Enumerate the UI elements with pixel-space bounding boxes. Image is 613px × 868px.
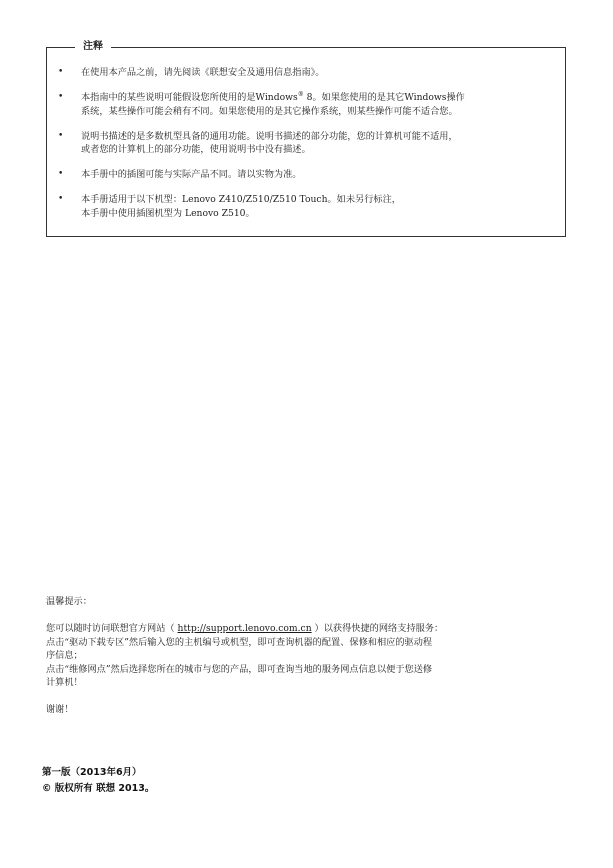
tips-visit-line: 您可以随时访问联想官方网站（ http://support.lenovo.com.cn ）以获得快捷的网络支持服务：: [46, 623, 444, 634]
tips-driver-line: 序信息；: [46, 650, 83, 661]
edition-line: 第一版（2013年6月）: [42, 767, 142, 778]
note-text: 在使用本产品之前，请先阅读《联想安全及通用信息指南》。: [81, 67, 325, 78]
edition-info: [42, 765, 154, 797]
note-text: 本手册适用于以下机型：Lenovo Z410/Z510/Z510 Touch。如未另行标注，: [81, 194, 401, 205]
list-item: [47, 193, 557, 220]
note-text: 本指南中的某些说明可能假设您所使用的是Windows® 8。如果您使用的是其它Windows操作: [81, 91, 465, 103]
bullet-icon: •: [58, 130, 64, 141]
registered-mark: ®: [297, 91, 304, 98]
tips-thanks: 谢谢！: [46, 704, 74, 715]
tips-service-line: 计算机！: [46, 677, 83, 688]
note-text: 系统，某些操作可能会稍有不同。如果您使用的是其它操作系统，则某些操作可能不适合您。: [81, 105, 458, 117]
notes-title: 注释: [75, 39, 111, 55]
notes-list: [47, 66, 557, 232]
note-text: 说明书描述的是多数机型具备的通用功能。说明书描述的部分功能，您的计算机可能不适用，: [81, 130, 458, 142]
note-text: 或者您的计算机上的部分功能，使用说明书中没有描述。: [81, 144, 311, 155]
bullet-icon: •: [58, 194, 64, 204]
list-item: [47, 66, 557, 80]
list-item: [47, 130, 557, 157]
bullet-icon: •: [58, 67, 64, 77]
list-item: [47, 168, 557, 182]
tips-driver-line: 点击“驱动下载专区”然后输入您的主机编号或机型，即可查询机器的配置、保修和相应的驱动程: [46, 636, 433, 648]
note-text: 本手册中的插图可能与实际产品不同。请以实物为准。: [81, 169, 302, 180]
notes-box: [46, 41, 566, 237]
tips-section: [46, 595, 566, 717]
copyright-line: © 版权所有 联想 2013。: [42, 783, 155, 794]
tips-service-line: 点击“维修网点”然后选择您所在的城市与您的产品，即可查询当地的服务网点信息以便于您送修: [46, 663, 433, 675]
tips-heading: 温馨提示：: [46, 596, 92, 607]
list-item: [47, 91, 557, 118]
bullet-icon: •: [58, 92, 64, 102]
note-text: 本手册中使用插图机型为 Lenovo Z510。: [81, 207, 255, 219]
support-link[interactable]: http://support.lenovo.com.cn: [177, 623, 312, 634]
bullet-icon: •: [58, 169, 64, 179]
